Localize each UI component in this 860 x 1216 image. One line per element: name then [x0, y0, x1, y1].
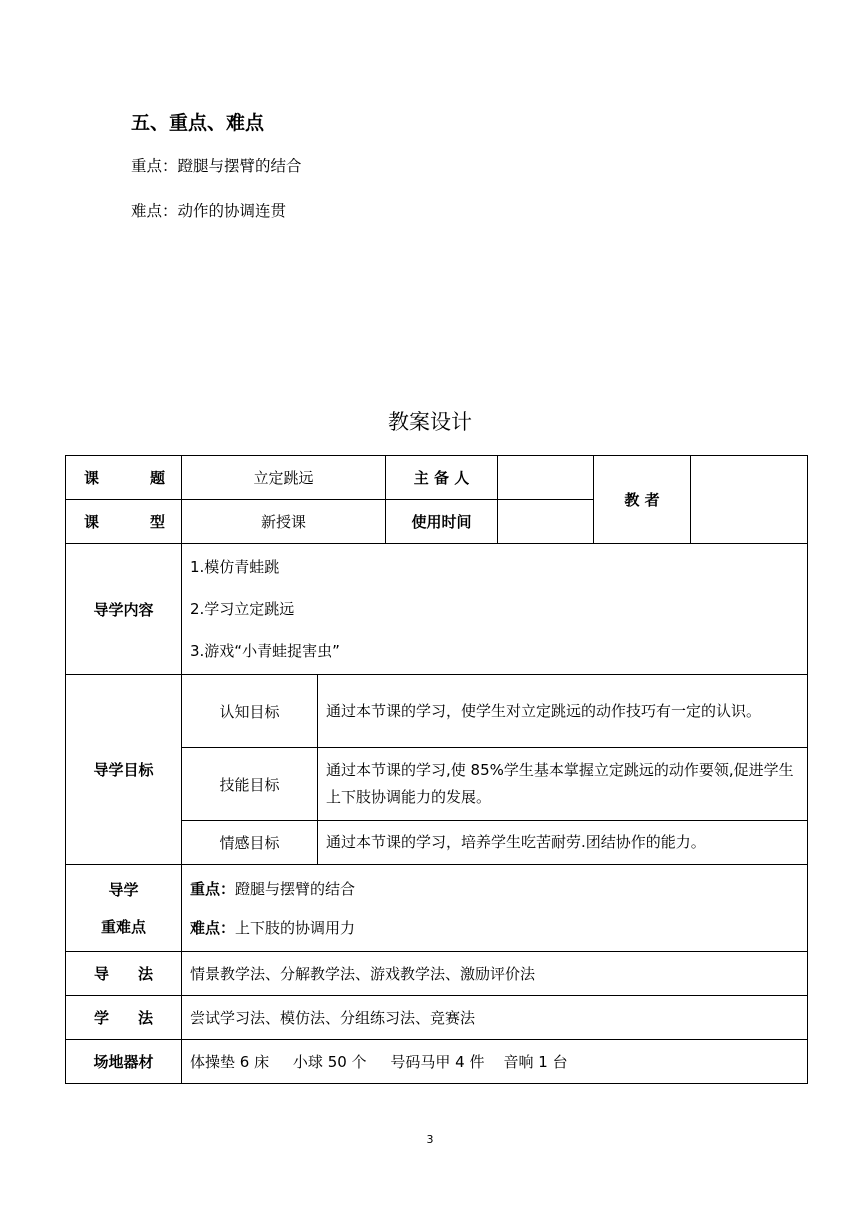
teacher-value	[691, 456, 808, 544]
key-difficulty-label: 导学 重难点	[66, 865, 182, 952]
lead-prep-label: 主 备 人	[386, 456, 498, 500]
topic-label: 课 题	[66, 456, 182, 500]
page-number: 3	[426, 1133, 434, 1146]
difficulty-line: 难点：动作的协调连贯	[131, 202, 287, 220]
goal-name: 情感目标	[182, 821, 318, 865]
equipment-value: 体操垫 6 床 小球 50 个 号码马甲 4 件 音响 1 台	[182, 1040, 808, 1084]
goal-text: 通过本节课的学习，使学生对立定跳远的动作技巧有一定的认识。	[318, 675, 808, 748]
content-item: 2.学习立定跳远	[190, 600, 295, 618]
method-value: 情景教学法、分解教学法、游戏教学法、激励评价法	[182, 952, 808, 996]
goal-name: 认知目标	[182, 675, 318, 748]
lesson-plan-table	[65, 455, 808, 1084]
goal-text: 通过本节课的学习，培养学生吃苦耐劳.团结协作的能力。	[318, 821, 808, 865]
equipment-label: 场地器材	[66, 1040, 182, 1084]
lead-prep-value	[498, 456, 594, 500]
learning-label: 学 法	[66, 996, 182, 1040]
key-point-line: 重点：蹬腿与摆臂的结合	[131, 157, 302, 175]
time-label: 使用时间	[386, 500, 498, 544]
goal-name: 技能目标	[182, 748, 318, 821]
content-item: 1.模仿青蛙跳	[190, 558, 280, 576]
content-item: 3.游戏“小青蛙捉害虫”	[190, 642, 340, 660]
content-label: 导学内容	[66, 544, 182, 675]
method-label: 导 法	[66, 952, 182, 996]
teacher-label: 教 者	[594, 456, 691, 544]
topic-value: 立定跳远	[182, 456, 386, 500]
type-label: 课 型	[66, 500, 182, 544]
time-value	[498, 500, 594, 544]
document-title: 教案设计	[388, 410, 472, 434]
content-items	[182, 544, 808, 675]
learning-value: 尝试学习法、模仿法、分组练习法、竞赛法	[182, 996, 808, 1040]
section-title: 五、重点、难点	[131, 112, 265, 134]
type-value: 新授课	[182, 500, 386, 544]
goal-text: 通过本节课的学习,使 85%学生基本掌握立定跳远的动作要领,促进学生上下肢协调能力的发展。	[318, 748, 808, 821]
goals-label: 导学目标	[66, 675, 182, 865]
key-difficulty-value: 重点：蹬腿与摆臂的结合 难点：上下肢的协调用力	[182, 865, 808, 952]
